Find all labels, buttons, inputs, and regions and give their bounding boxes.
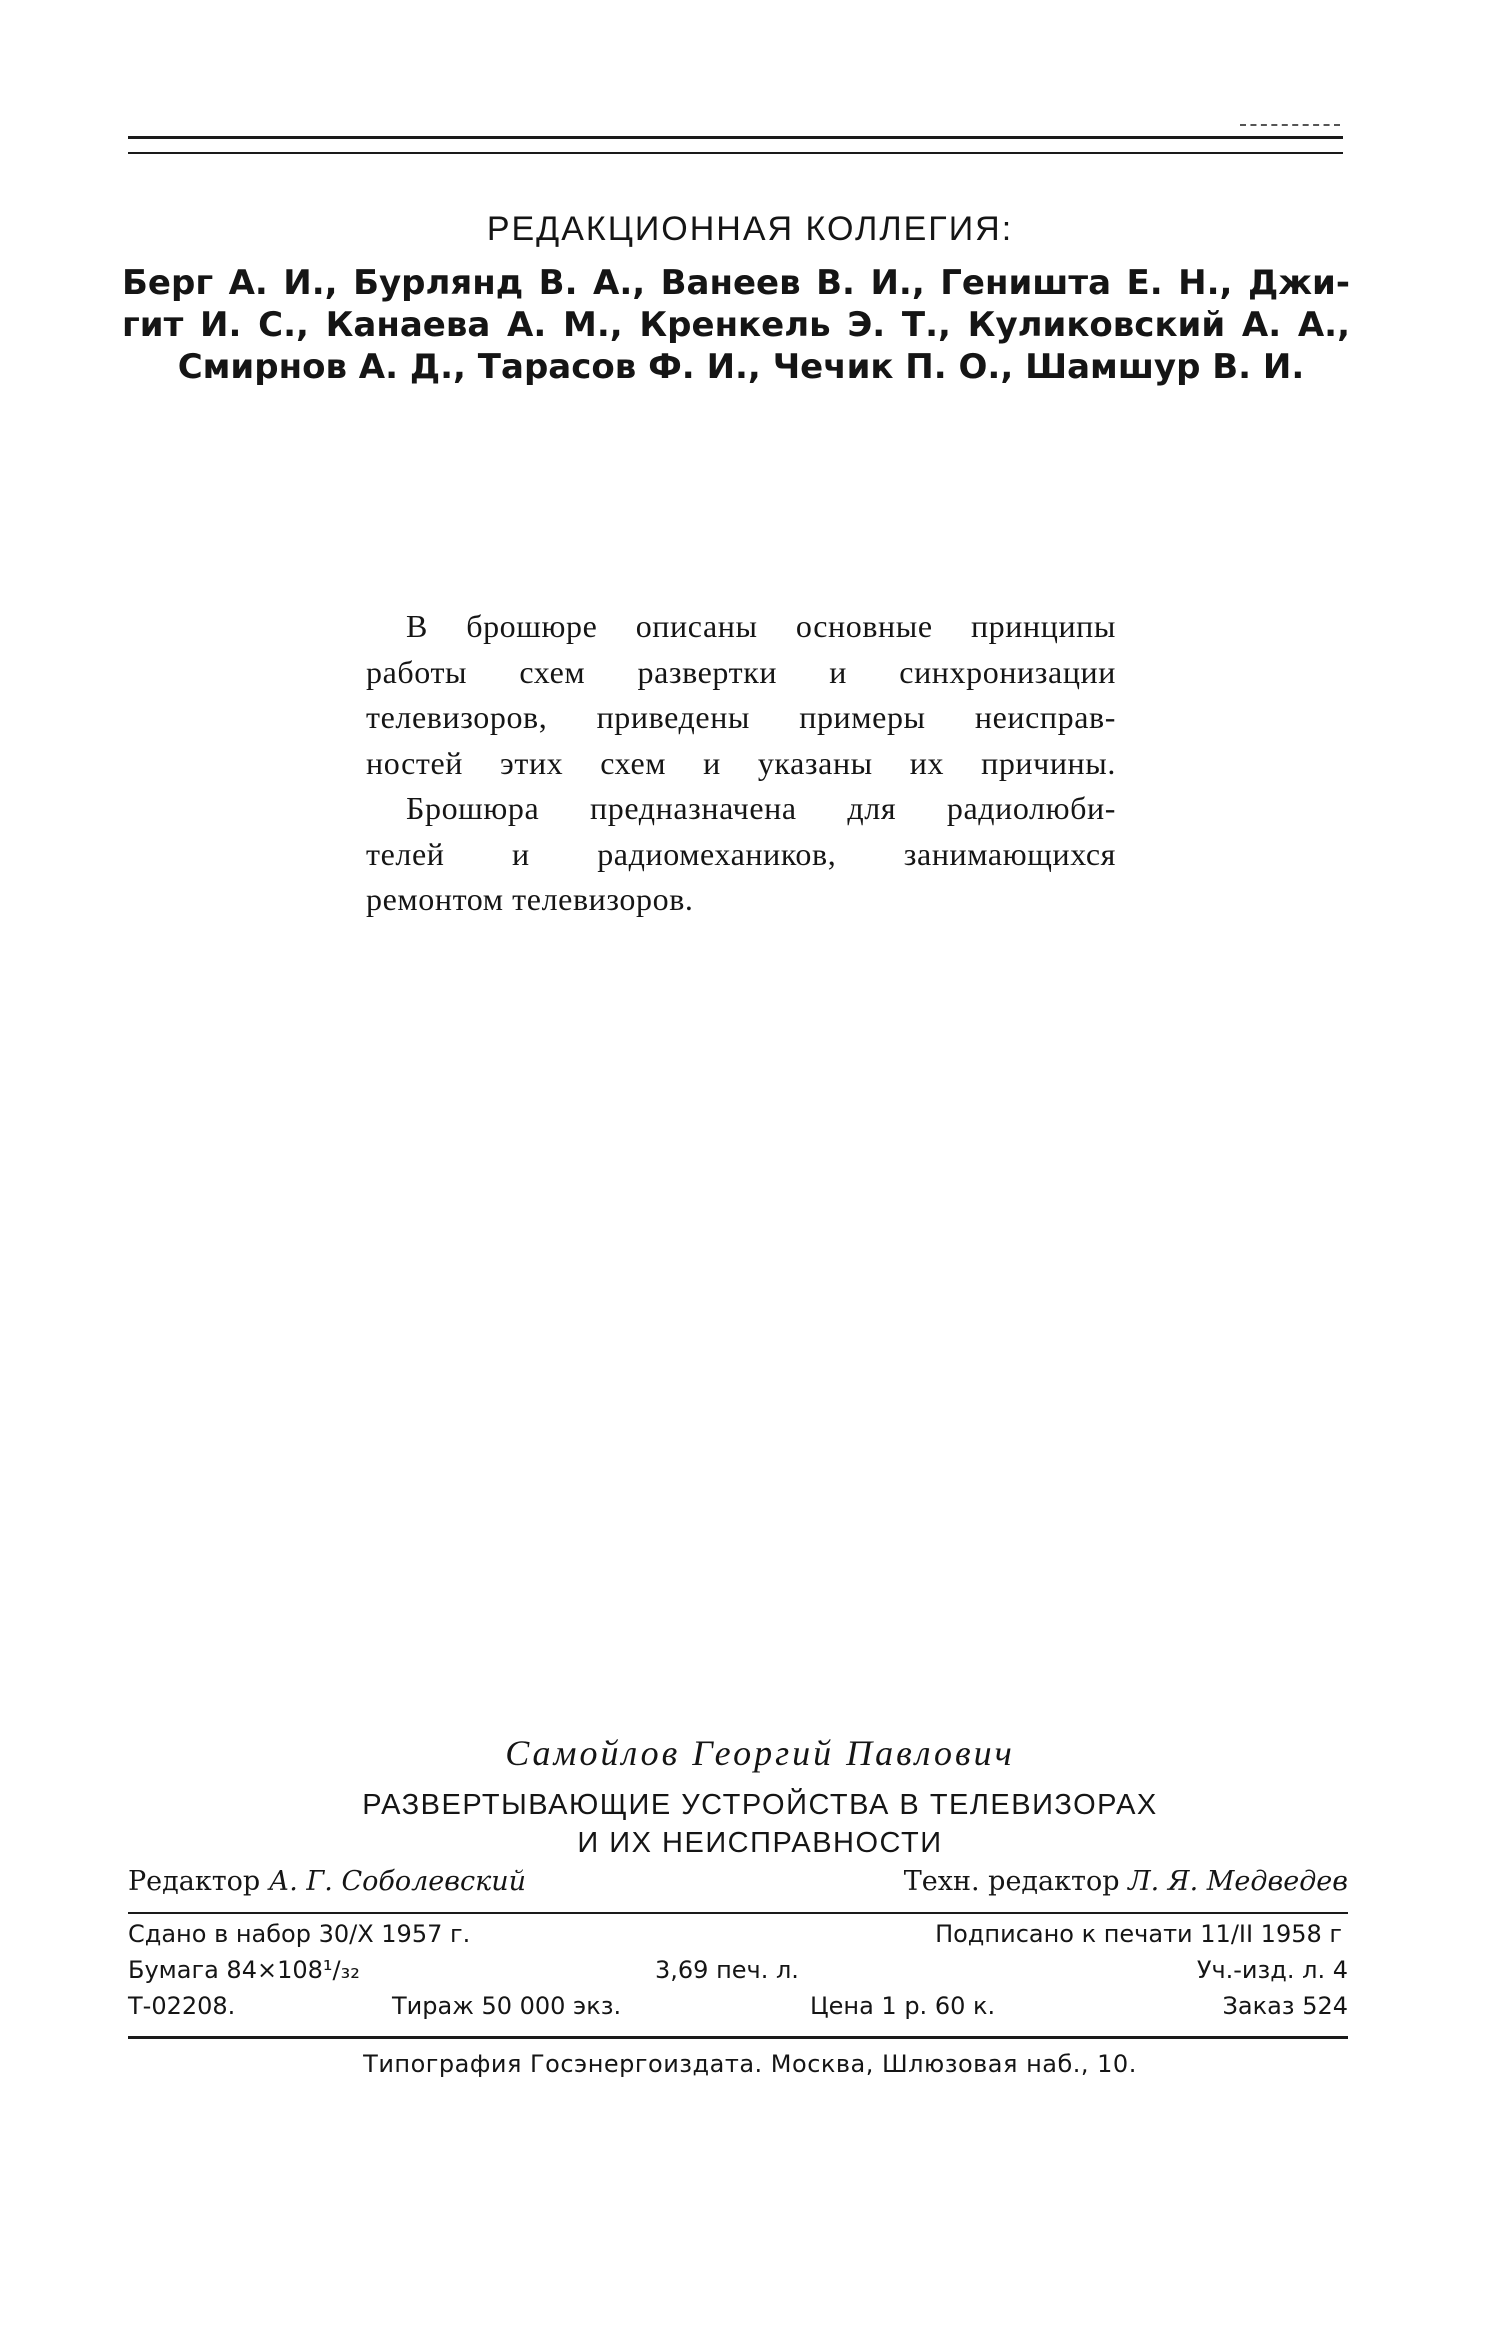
tech-editor: [904, 1866, 1348, 1897]
book-title-line-1: РАЗВЕРТЫВАЮЩИЕ УСТРОЙСТВА В ТЕЛЕВИЗОРАХ: [362, 1789, 1158, 1821]
book-title: [0, 1786, 1500, 1862]
board-line-3: Смирнов А. Д., Тарасов Ф. И., Чечик П. О., Шамшур В. И.: [177, 347, 1305, 387]
imprint-bottom-rule: [128, 2036, 1348, 2039]
tech-editor-name: Л. Я. Медведев: [1128, 1866, 1348, 1897]
signed-date: Подписано к печати 11/II 1958 г: [935, 1920, 1342, 1948]
abstract-line-1: В брошюре описаны основные принципы: [406, 608, 1116, 644]
imprint-block: [128, 1920, 1348, 2028]
print-run: Тираж 50 000 экз.: [392, 1992, 622, 2020]
top-rule-thick: [128, 136, 1343, 139]
editorial-board-heading: РЕДАКЦИОННАЯ КОЛЛЕГИЯ:: [486, 210, 1014, 248]
abstract-line-6: телей и радиомехаников, занимающихся: [366, 835, 1116, 872]
editor-label: Редактор: [128, 1866, 261, 1897]
abstract: [366, 604, 1116, 923]
abstract-line-2: работы схем развертки и синхронизации: [366, 653, 1116, 690]
order-number: Заказ 524: [1222, 1992, 1348, 2020]
imprint-row-1: [128, 1920, 1348, 1956]
publisher-sheets: Уч.-изд. л. 4: [1196, 1956, 1348, 1984]
editor-name: А. Г. Соболевский: [268, 1866, 527, 1897]
imprint-row-3: [128, 1992, 1348, 2028]
editor: [128, 1866, 526, 1897]
top-edge-mark: [1240, 124, 1340, 126]
price: Цена 1 р. 60 к.: [810, 1992, 996, 2020]
top-rule-thin: [128, 152, 1343, 154]
tech-editor-label: Техн. редактор: [903, 1866, 1120, 1897]
abstract-line-4: ностей этих схем и указаны их причины.: [366, 744, 1116, 781]
editorial-board-members: [122, 262, 1350, 388]
book-title-line-2: И ИХ НЕИСПРАВНОСТИ: [577, 1827, 943, 1859]
paper-format: Бумага 84×108¹/₃₂: [128, 1956, 360, 1984]
typeset-date: Сдано в набор 30/X 1957 г.: [128, 1920, 471, 1948]
printed-sheets: 3,69 печ. л.: [655, 1956, 799, 1984]
abstract-line-3: телевизоров, приведены примеры неисправ-: [366, 699, 1116, 735]
board-line-1: Берг А. И., Бурлянд В. А., Ванеев В. И., Геништа Е. Н., Джи-: [122, 263, 1350, 303]
book-author: Самойлов Георгий Павлович: [505, 1733, 1015, 1773]
imprint-row-2: [128, 1956, 1348, 1992]
printing-house: Типография Госэнергоиздата. Москва, Шлюзовая наб., 10.: [363, 2050, 1137, 2078]
imprint-top-rule: [128, 1912, 1348, 1914]
code-number: Т-02208.: [128, 1992, 236, 2020]
board-line-2: гит И. С., Канаева А. М., Кренкель Э. Т., Куликовский А. А.,: [122, 305, 1350, 345]
abstract-line-7: ремонтом телевизоров.: [366, 881, 694, 917]
abstract-line-5: Брошюра предназначена для радиолюби-: [406, 790, 1116, 826]
